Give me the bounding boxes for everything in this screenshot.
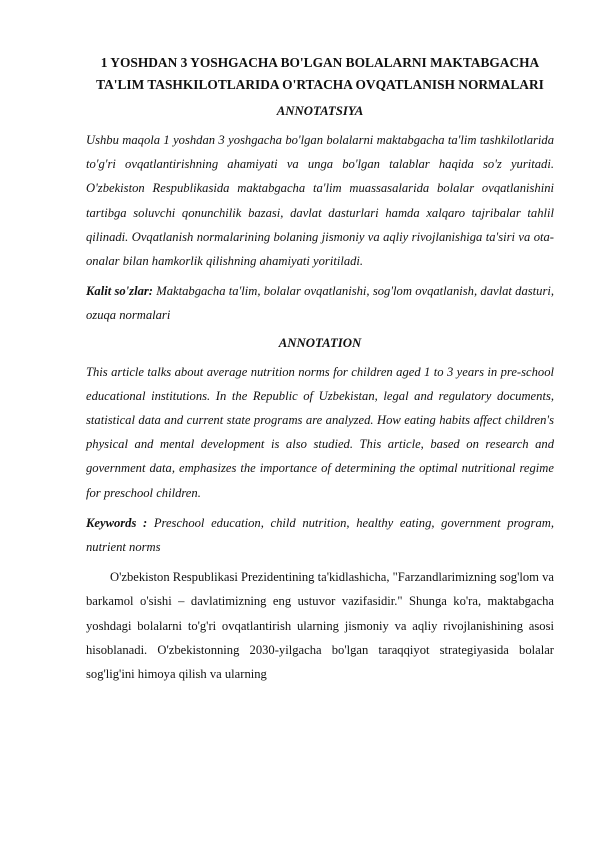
keywords-uz-text: Maktabgacha ta'lim, bolalar ovqatlanishi, sog'lom ovqatlanish, davlat dasturi, ozuqa normalari	[86, 284, 554, 323]
body-paragraph-1: O'zbekiston Respublikasi Prezidentining ta'kidlashicha, "Farzandlarimizning sog'lom va barkamol o'sishi – davlatimizning eng ustuvor vazifasidir." Shunga ko'ra, maktabgacha yoshdagi bolalarni to'g'ri ovqatlantirish ularning jismoniy va aqliy rivojlanishining asosi hisoblanadi. O'zbekistonning 2030-yilgacha bo'lgan taraqqiyot strategiyasida bolalar sog'lig'ini himoya qilish va ularning	[86, 570, 554, 682]
annotation-uz-heading: ANNOTATSIYA	[276, 104, 364, 118]
annotation-en-heading: ANNOTATION	[278, 335, 362, 350]
keywords-uz	[86, 279, 554, 327]
annotation-en-text: This article talks about average nutrition norms for children aged 1 to 3 years in pre-school educational institutions. In the Republic of Uzbekistan, legal and regulatory documents, statistical data and current state programs are analyzed. How eating habits affect children's physical and mental development is also studied. This article, based on research and government data, emphasizes the importance of determining the optimal nutritional regime for preschool children.	[86, 364, 554, 500]
keywords-en-label: Keywords :	[86, 515, 148, 530]
keywords-en-text: Preschool education, child nutrition, healthy eating, government program, nutrient norms	[86, 515, 554, 555]
annotation-uz-text: Ushbu maqola 1 yoshdan 3 yoshgacha bo'lgan bolalarni maktabgacha ta'lim tashkilotlarida to'g'ri ovqatlantirishning ahamiyati va unga bo'lgan talablar haqida so'z yuritadi. O'zbekiston Respublikasida maktabgacha ta'lim muassasalarida bolalar ovqatlanishini tartibga soluvchi qonunchilik bazasi, davlat dasturlari hamda xalqaro tajribalar tahlil qilinadi. Ovqatlanish normalarining bolaning jismoniy va aqliy rivojlanishiga ta'siri va ota-onalar bilan hamkorlik qilishning ahamiyati yoritiladi.	[86, 133, 554, 269]
paper-page	[86, 52, 554, 692]
keywords-en	[86, 511, 554, 559]
paper-title: 1 YOSHDAN 3 YOSHGACHA BO'LGAN BOLALARNI MAKTABGACHA TA'LIM TASHKILOTLARIDA O'RTACHA OVQATLANISH NORMALARI	[96, 55, 544, 92]
keywords-uz-label: Kalit so'zlar:	[86, 284, 153, 299]
